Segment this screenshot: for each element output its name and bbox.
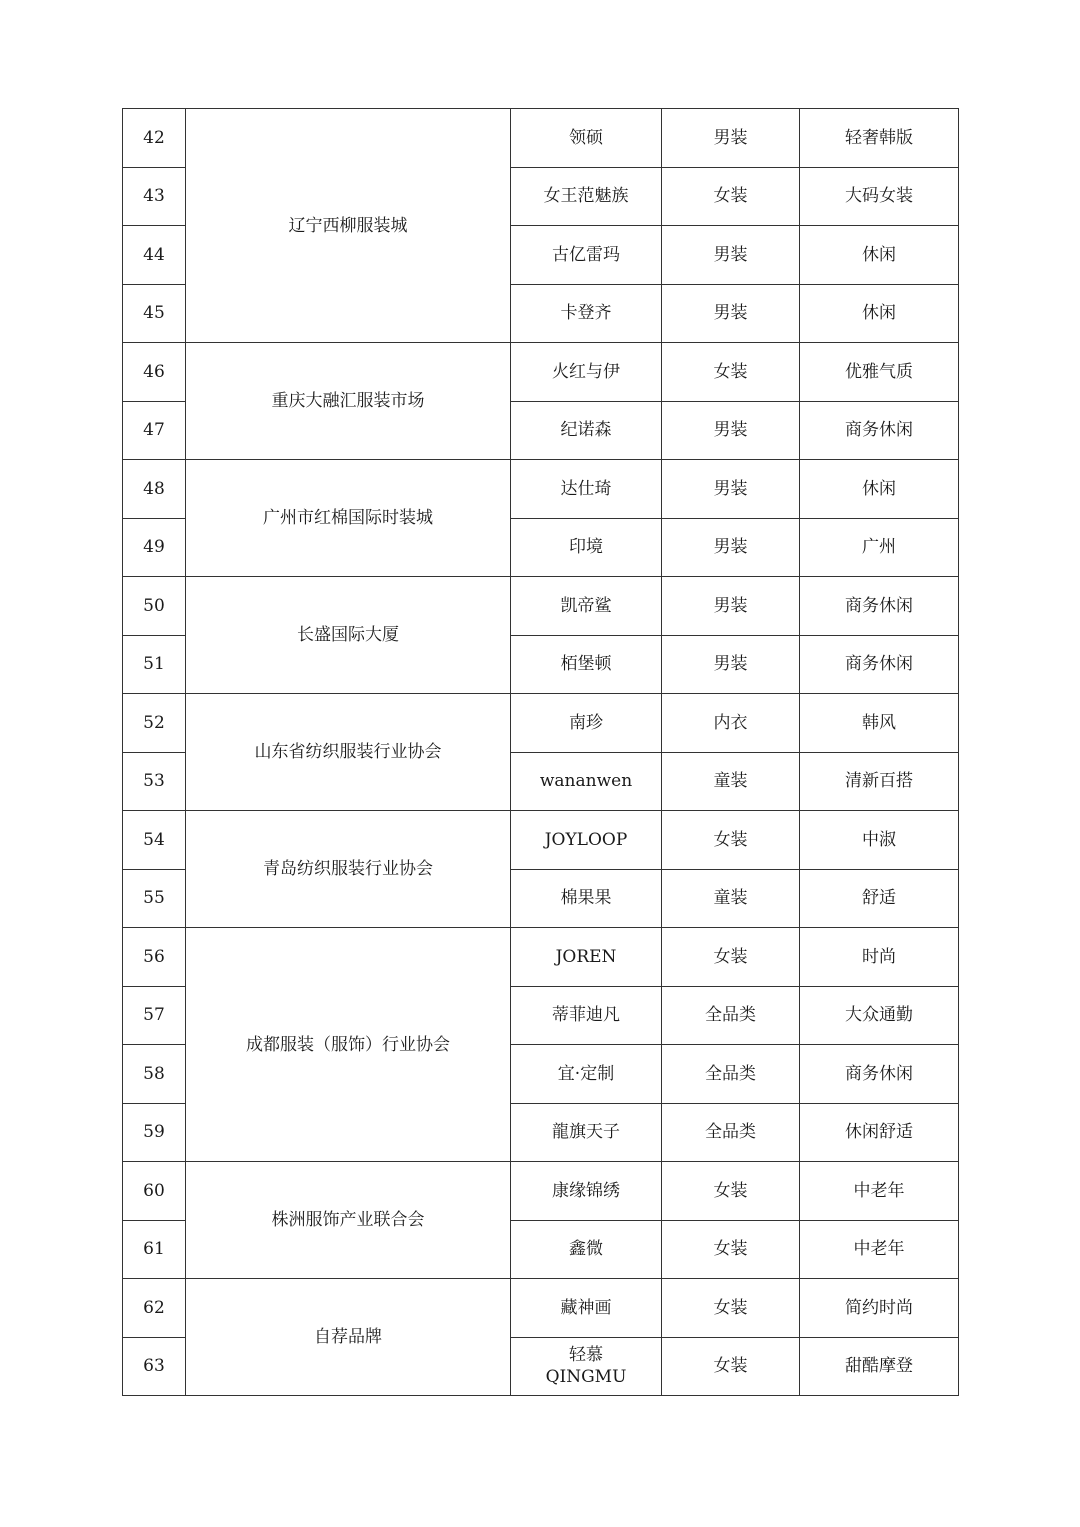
- row-number: 47: [123, 401, 186, 460]
- brand-style: 商务休闲: [800, 1045, 959, 1104]
- brand-name-line: wananwen: [539, 771, 633, 792]
- brand-name: [511, 928, 662, 987]
- table-row: [123, 1279, 959, 1338]
- row-number: 62: [123, 1279, 186, 1338]
- row-number: 59: [123, 1103, 186, 1162]
- recommending-organization: 青岛纺织服装行业协会: [186, 811, 511, 928]
- row-number: 53: [123, 752, 186, 811]
- brand-name-line: 宜·定制: [557, 1063, 615, 1084]
- brand-name-line: 凯帝鲨: [560, 595, 612, 616]
- recommending-organization: 长盛国际大厦: [186, 577, 511, 694]
- product-category: 女装: [662, 1337, 800, 1396]
- brand-name: [511, 811, 662, 870]
- brand-name-line: 康缘锦绣: [552, 1180, 620, 1201]
- brand-style: 简约时尚: [800, 1279, 959, 1338]
- recommending-organization: 成都服装（服饰）行业协会: [186, 928, 511, 1162]
- brand-style: 大众通勤: [800, 986, 959, 1045]
- brand-style: 商务休闲: [800, 635, 959, 694]
- row-number: 55: [123, 869, 186, 928]
- row-number: 45: [123, 284, 186, 343]
- brand-name: [511, 226, 662, 285]
- row-number: 57: [123, 986, 186, 1045]
- product-category: 全品类: [662, 1103, 800, 1162]
- brand-name-line: JOYLOOP: [544, 829, 628, 850]
- table-row: [123, 811, 959, 870]
- row-number: 61: [123, 1220, 186, 1279]
- brand-name: [511, 1337, 662, 1396]
- table-row: [123, 928, 959, 987]
- product-category: 女装: [662, 167, 800, 226]
- brand-style: 大码女装: [800, 167, 959, 226]
- brand-name-line: 龍旗天子: [552, 1122, 620, 1143]
- brand-name-line: 火红与伊: [552, 361, 620, 382]
- row-number: 44: [123, 226, 186, 285]
- table-row: [123, 109, 959, 168]
- brand-style: 休闲: [800, 460, 959, 519]
- product-category: 童装: [662, 869, 800, 928]
- brand-style: 中淑: [800, 811, 959, 870]
- product-category: 女装: [662, 1220, 800, 1279]
- brand-name: [511, 577, 662, 636]
- brand-name: [511, 167, 662, 226]
- brand-name-line: 鑫微: [569, 1239, 603, 1260]
- recommending-organization: 辽宁西柳服装城: [186, 109, 511, 343]
- brand-name: [511, 635, 662, 694]
- row-number: 50: [123, 577, 186, 636]
- brand-style: 休闲舒适: [800, 1103, 959, 1162]
- row-number: 60: [123, 1162, 186, 1221]
- brand-style: 韩风: [800, 694, 959, 753]
- brand-name: [511, 284, 662, 343]
- brand-name: [511, 752, 662, 811]
- row-number: 56: [123, 928, 186, 987]
- product-category: 男装: [662, 284, 800, 343]
- brand-name: [511, 1220, 662, 1279]
- brand-name: [511, 1279, 662, 1338]
- product-category: 男装: [662, 460, 800, 519]
- brand-name: [511, 109, 662, 168]
- product-category: 男装: [662, 226, 800, 285]
- table-body: [123, 109, 959, 1396]
- brand-style: 舒适: [800, 869, 959, 928]
- brand-name-line: 达仕琦: [560, 478, 612, 499]
- brand-name: [511, 694, 662, 753]
- brand-style: 中老年: [800, 1220, 959, 1279]
- recommending-organization: 重庆大融汇服装市场: [186, 343, 511, 460]
- product-category: 男装: [662, 401, 800, 460]
- brand-style: 商务休闲: [800, 577, 959, 636]
- brand-name-line: QINGMU: [545, 1367, 627, 1388]
- product-category: 女装: [662, 928, 800, 987]
- product-category: 全品类: [662, 986, 800, 1045]
- brand-name-line: 棉果果: [560, 888, 612, 909]
- brand-list-table: [122, 108, 959, 1396]
- brand-name: [511, 1162, 662, 1221]
- row-number: 54: [123, 811, 186, 870]
- brand-style: 时尚: [800, 928, 959, 987]
- product-category: 全品类: [662, 1045, 800, 1104]
- table-row: [123, 1162, 959, 1221]
- brand-name-line: 栢堡顿: [560, 654, 612, 675]
- brand-name: [511, 343, 662, 402]
- brand-name: [511, 869, 662, 928]
- brand-style: 优雅气质: [800, 343, 959, 402]
- table-row: [123, 343, 959, 402]
- brand-name-line: 纪诺森: [560, 420, 612, 441]
- recommending-organization: 株洲服饰产业联合会: [186, 1162, 511, 1279]
- product-category: 男装: [662, 577, 800, 636]
- product-category: 女装: [662, 343, 800, 402]
- row-number: 51: [123, 635, 186, 694]
- brand-name: [511, 1045, 662, 1104]
- row-number: 49: [123, 518, 186, 577]
- product-category: 女装: [662, 1279, 800, 1338]
- brand-style: 休闲: [800, 226, 959, 285]
- brand-style: 休闲: [800, 284, 959, 343]
- brand-name: [511, 518, 662, 577]
- brand-style: 中老年: [800, 1162, 959, 1221]
- brand-name-line: JOREN: [555, 946, 617, 967]
- brand-name-line: 古亿雷玛: [552, 244, 620, 265]
- row-number: 63: [123, 1337, 186, 1396]
- product-category: 男装: [662, 109, 800, 168]
- product-category: 男装: [662, 518, 800, 577]
- brand-name-line: 藏神画: [560, 1297, 612, 1318]
- product-category: 女装: [662, 1162, 800, 1221]
- brand-name: [511, 460, 662, 519]
- row-number: 58: [123, 1045, 186, 1104]
- brand-style: 商务休闲: [800, 401, 959, 460]
- brand-name-line: 印境: [569, 537, 603, 558]
- brand-name-line: 女王范魅族: [543, 186, 629, 207]
- brand-name-line: 卡登齐: [560, 303, 612, 324]
- table-row: [123, 694, 959, 753]
- brand-style: 清新百搭: [800, 752, 959, 811]
- product-category: 男装: [662, 635, 800, 694]
- brand-name: [511, 401, 662, 460]
- row-number: 42: [123, 109, 186, 168]
- recommending-organization: 自荐品牌: [186, 1279, 511, 1396]
- brand-name-line: 蒂菲迪凡: [552, 1005, 620, 1026]
- brand-style: 广州: [800, 518, 959, 577]
- recommending-organization: 山东省纺织服装行业协会: [186, 694, 511, 811]
- row-number: 43: [123, 167, 186, 226]
- row-number: 52: [123, 694, 186, 753]
- brand-name: [511, 986, 662, 1045]
- brand-name-line: 领硕: [569, 127, 603, 148]
- brand-name: [511, 1103, 662, 1162]
- row-number: 46: [123, 343, 186, 402]
- row-number: 48: [123, 460, 186, 519]
- recommending-organization: 广州市红棉国际时装城: [186, 460, 511, 577]
- product-category: 童装: [662, 752, 800, 811]
- product-category: 女装: [662, 811, 800, 870]
- brand-style: 甜酷摩登: [800, 1337, 959, 1396]
- brand-style: 轻奢韩版: [800, 109, 959, 168]
- table-row: [123, 460, 959, 519]
- product-category: 内衣: [662, 694, 800, 753]
- table-row: [123, 577, 959, 636]
- brand-name-line: 轻慕: [569, 1345, 603, 1366]
- brand-name-line: 南珍: [569, 712, 603, 733]
